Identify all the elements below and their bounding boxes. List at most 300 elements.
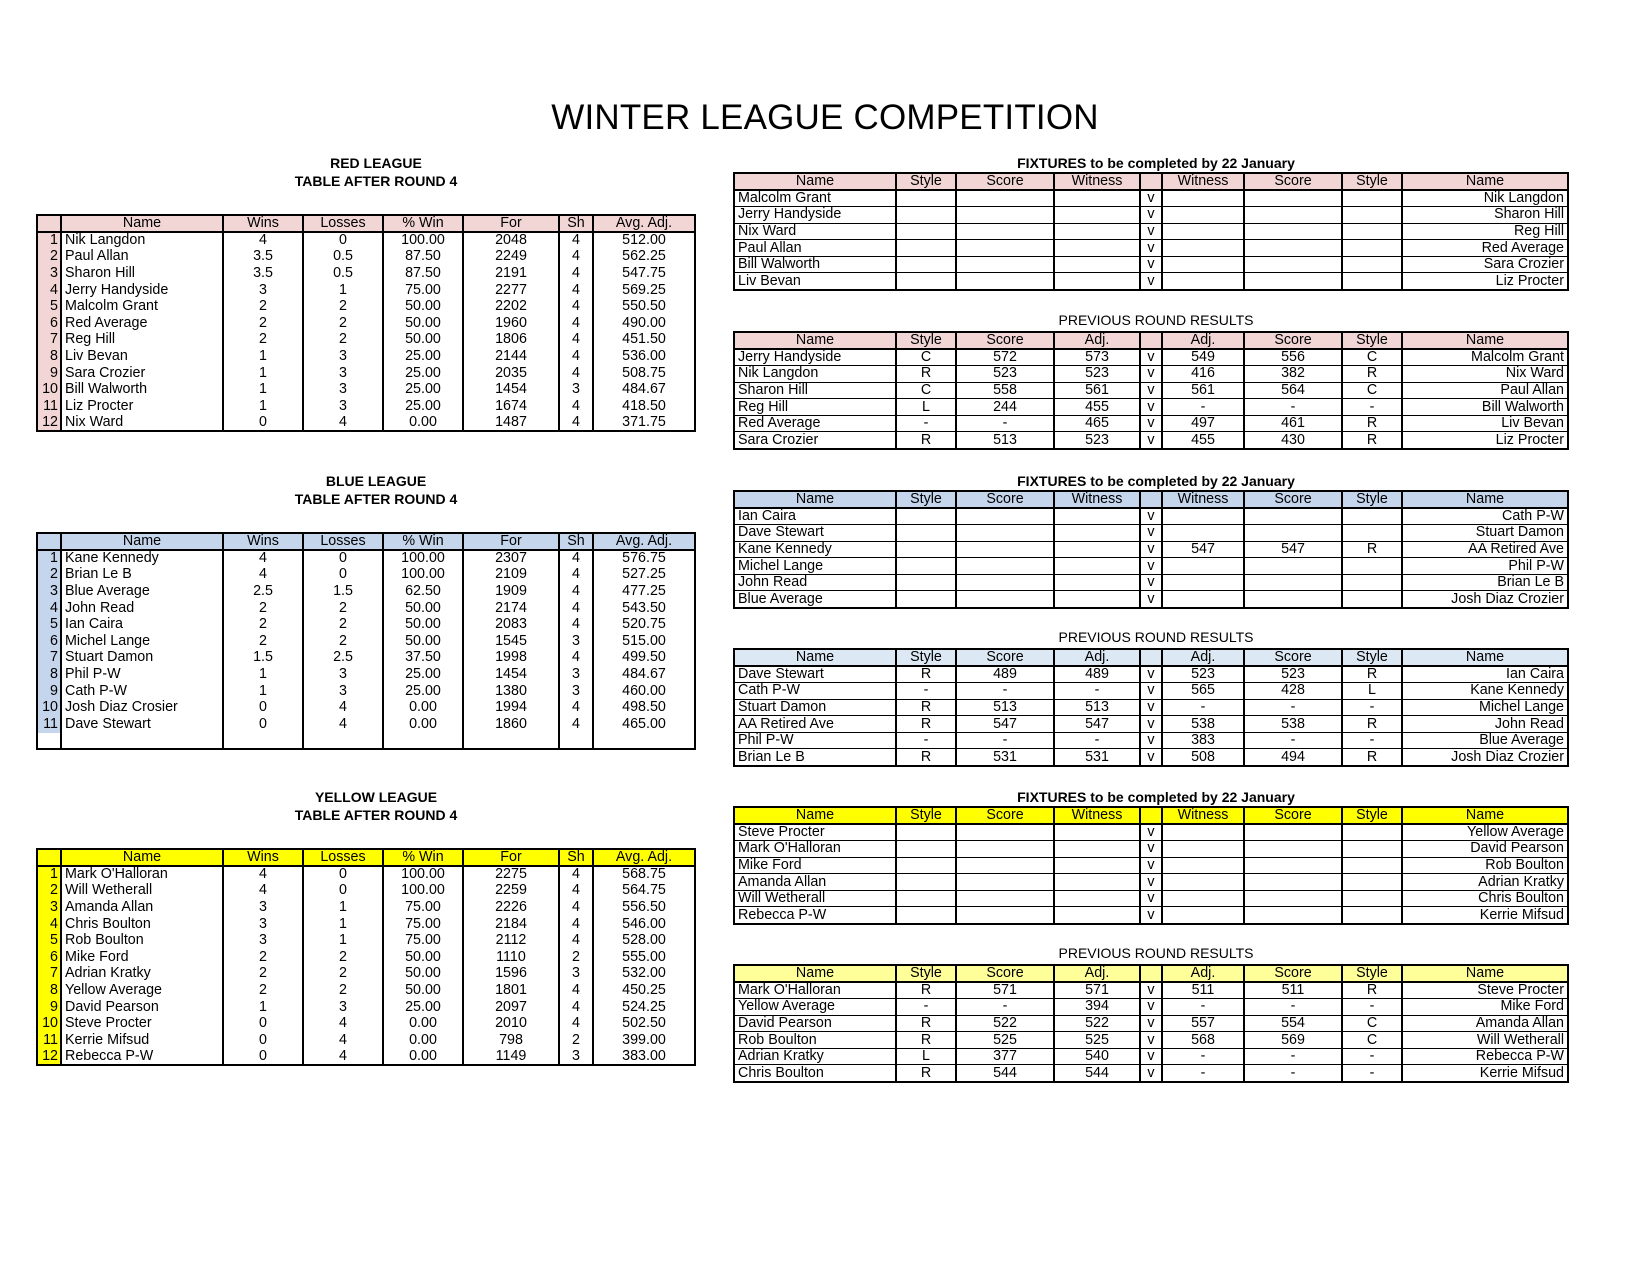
value-cell: 547 — [1162, 541, 1244, 558]
value-cell: 511 — [1244, 982, 1342, 999]
stat-cell: 1 — [303, 932, 383, 949]
player-name-cell: Reg Hill — [734, 399, 896, 416]
header-cell: Losses — [303, 849, 383, 866]
value-cell: 513 — [1054, 699, 1140, 716]
header-cell: Score — [956, 332, 1054, 349]
stat-cell: 520.75 — [593, 616, 695, 633]
value-cell — [1342, 256, 1402, 273]
stat-cell: 1454 — [463, 381, 559, 398]
value-cell — [1244, 558, 1342, 575]
header-cell: For — [463, 849, 559, 866]
stat-cell: 4 — [559, 1015, 593, 1032]
value-cell — [1054, 525, 1140, 542]
versus-cell: v — [1140, 525, 1162, 542]
value-cell — [896, 890, 956, 907]
value-cell — [896, 907, 956, 924]
value-cell: L — [896, 1048, 956, 1065]
versus-cell: v — [1140, 683, 1162, 700]
value-cell — [896, 558, 956, 575]
name-cell: Rob Boulton — [61, 932, 223, 949]
player-name-cell: Phil P-W — [734, 732, 896, 749]
stat-cell: 576.75 — [593, 550, 695, 567]
value-cell — [1342, 525, 1402, 542]
player-name-cell: Brian Le B — [734, 749, 896, 766]
stat-cell — [559, 733, 593, 750]
table-row — [37, 932, 695, 949]
stat-cell: 37.50 — [383, 650, 463, 667]
value-cell: 557 — [1162, 1015, 1244, 1032]
stat-cell: 2.5 — [303, 650, 383, 667]
value-cell: - — [1342, 399, 1402, 416]
value-cell: - — [1342, 732, 1402, 749]
table-row — [37, 683, 695, 700]
value-cell: 382 — [1244, 366, 1342, 383]
table-row — [734, 415, 1568, 432]
stat-cell: 451.50 — [593, 332, 695, 349]
value-cell: 569 — [1244, 1032, 1342, 1049]
table-row — [37, 365, 695, 382]
value-cell: L — [1342, 683, 1402, 700]
stat-cell: 0 — [303, 883, 383, 900]
stat-cell: 2174 — [463, 600, 559, 617]
value-cell — [1054, 207, 1140, 224]
table-row — [734, 1032, 1568, 1049]
stat-cell: 50.00 — [383, 600, 463, 617]
stat-cell: 4 — [559, 567, 593, 584]
table-row — [37, 583, 695, 600]
table-row — [734, 366, 1568, 383]
stat-cell: 4 — [559, 348, 593, 365]
stat-cell: 1 — [223, 999, 303, 1016]
rank-cell: 10 — [37, 699, 61, 716]
header-cell: Score — [1244, 649, 1342, 666]
value-cell: 525 — [1054, 1032, 1140, 1049]
stat-cell: 4 — [559, 982, 593, 999]
header-cell: Witness — [1162, 173, 1244, 190]
name-cell: Paul Allan — [61, 249, 223, 266]
rank-cell — [37, 733, 61, 750]
stat-cell: 2 — [559, 949, 593, 966]
stat-cell: 50.00 — [383, 616, 463, 633]
value-cell: 523 — [1054, 432, 1140, 449]
player-name-cell: Adrian Kratky — [1402, 874, 1568, 891]
value-cell — [1342, 874, 1402, 891]
stat-cell: 4 — [559, 232, 593, 249]
red-results-heading: PREVIOUS ROUND RESULTS — [1058, 312, 1254, 328]
stat-cell: 4 — [559, 365, 593, 382]
name-cell: Brian Le B — [61, 567, 223, 584]
stat-cell: 75.00 — [383, 899, 463, 916]
versus-cell: v — [1140, 749, 1162, 766]
player-name-cell: Will Wetherall — [1402, 1032, 1568, 1049]
table-row — [734, 190, 1568, 207]
name-cell: Josh Diaz Crosier — [61, 699, 223, 716]
value-cell: 573 — [1054, 349, 1140, 366]
name-cell: Nik Langdon — [61, 232, 223, 249]
stat-cell: 3 — [223, 916, 303, 933]
value-cell — [1342, 857, 1402, 874]
table-row — [37, 550, 695, 567]
value-cell: C — [1342, 349, 1402, 366]
stat-cell: 3 — [303, 999, 383, 1016]
value-cell: 497 — [1162, 415, 1244, 432]
table-header-row — [734, 332, 1568, 349]
value-cell: - — [1244, 699, 1342, 716]
stat-cell: 2 — [223, 982, 303, 999]
header-cell: Adj. — [1162, 965, 1244, 982]
league-title: YELLOW LEAGUE — [314, 789, 438, 805]
stat-cell: 0 — [303, 866, 383, 883]
value-cell: R — [1342, 716, 1402, 733]
yellow-standings-table — [36, 848, 696, 1066]
player-name-cell: Ian Caira — [734, 508, 896, 525]
value-cell — [956, 890, 1054, 907]
value-cell — [1162, 525, 1244, 542]
value-cell: 394 — [1054, 999, 1140, 1016]
value-cell: 531 — [1054, 749, 1140, 766]
red-results-table — [733, 331, 1569, 450]
value-cell — [1342, 190, 1402, 207]
value-cell: - — [956, 415, 1054, 432]
name-cell: Will Wetherall — [61, 883, 223, 900]
value-cell — [1054, 907, 1140, 924]
stat-cell: 3 — [559, 381, 593, 398]
value-cell — [1054, 890, 1140, 907]
stat-cell: 528.00 — [593, 932, 695, 949]
player-name-cell: Adrian Kratky — [734, 1048, 896, 1065]
value-cell: - — [1054, 732, 1140, 749]
stat-cell: 1149 — [463, 1049, 559, 1066]
stat-cell: 4 — [559, 899, 593, 916]
value-cell — [896, 824, 956, 841]
table-row — [37, 348, 695, 365]
stat-cell: 1801 — [463, 982, 559, 999]
player-name-cell: Liz Procter — [1402, 432, 1568, 449]
value-cell: 561 — [1054, 382, 1140, 399]
stat-cell: 2 — [303, 966, 383, 983]
value-cell — [1342, 273, 1402, 290]
blue-results-table — [733, 648, 1569, 767]
table-row — [734, 874, 1568, 891]
rank-cell: 9 — [37, 365, 61, 382]
table-row — [734, 382, 1568, 399]
header-cell — [37, 215, 61, 232]
stat-cell: 4 — [559, 249, 593, 266]
table-row — [37, 616, 695, 633]
versus-cell: v — [1140, 1032, 1162, 1049]
table-row — [37, 315, 695, 332]
stat-cell: 2277 — [463, 282, 559, 299]
value-cell: - — [956, 732, 1054, 749]
stat-cell: 2048 — [463, 232, 559, 249]
value-cell: 544 — [1054, 1065, 1140, 1082]
stat-cell: 100.00 — [383, 866, 463, 883]
header-cell: Name — [61, 215, 223, 232]
header-cell: Adj. — [1054, 332, 1140, 349]
table-row — [37, 633, 695, 650]
stat-cell: 4 — [223, 550, 303, 567]
stat-cell: 0 — [223, 716, 303, 733]
value-cell: 565 — [1162, 683, 1244, 700]
stat-cell: 512.00 — [593, 232, 695, 249]
value-cell: 455 — [1054, 399, 1140, 416]
value-cell — [1342, 207, 1402, 224]
value-cell: - — [1162, 399, 1244, 416]
value-cell: - — [896, 415, 956, 432]
table-row — [734, 591, 1568, 608]
player-name-cell: Cath P-W — [1402, 508, 1568, 525]
stat-cell: 2 — [223, 966, 303, 983]
value-cell — [896, 857, 956, 874]
value-cell: - — [1162, 1048, 1244, 1065]
stat-cell: 2184 — [463, 916, 559, 933]
value-cell — [956, 841, 1054, 858]
table-row — [37, 1032, 695, 1049]
versus-cell: v — [1140, 207, 1162, 224]
value-cell — [1244, 190, 1342, 207]
value-cell: 377 — [956, 1048, 1054, 1065]
rank-cell: 5 — [37, 298, 61, 315]
stat-cell: 2 — [223, 949, 303, 966]
stat-cell — [303, 733, 383, 750]
versus-cell: v — [1140, 666, 1162, 683]
stat-cell: 0 — [303, 567, 383, 584]
header-cell — [1140, 965, 1162, 982]
stat-cell: 371.75 — [593, 415, 695, 432]
value-cell: 568 — [1162, 1032, 1244, 1049]
stat-cell: 25.00 — [383, 365, 463, 382]
rank-cell: 6 — [37, 315, 61, 332]
player-name-cell: David Pearson — [1402, 841, 1568, 858]
player-name-cell: Stuart Damon — [734, 699, 896, 716]
rank-cell: 12 — [37, 415, 61, 432]
header-cell: Style — [1342, 332, 1402, 349]
value-cell — [956, 824, 1054, 841]
player-name-cell: Nik Langdon — [734, 366, 896, 383]
table-header-row — [37, 215, 695, 232]
stat-cell: 2 — [223, 332, 303, 349]
stat-cell: 4 — [559, 415, 593, 432]
blue-results-heading: PREVIOUS ROUND RESULTS — [1058, 629, 1254, 645]
header-cell: Style — [896, 807, 956, 824]
value-cell: R — [1342, 432, 1402, 449]
stat-cell: 4 — [303, 1049, 383, 1066]
versus-cell: v — [1140, 1015, 1162, 1032]
value-cell: 556 — [1244, 349, 1342, 366]
yellow-results-heading: PREVIOUS ROUND RESULTS — [1058, 945, 1254, 961]
rank-cell: 8 — [37, 666, 61, 683]
value-cell: - — [1342, 1065, 1402, 1082]
header-cell: Name — [1402, 965, 1568, 982]
value-cell: C — [896, 349, 956, 366]
value-cell — [1162, 558, 1244, 575]
value-cell — [956, 273, 1054, 290]
value-cell — [896, 190, 956, 207]
versus-cell: v — [1140, 273, 1162, 290]
player-name-cell: Kerrie Mifsud — [1402, 907, 1568, 924]
table-row — [37, 716, 695, 733]
value-cell — [1162, 591, 1244, 608]
player-name-cell: Malcolm Grant — [734, 190, 896, 207]
name-cell: Yellow Average — [61, 982, 223, 999]
value-cell — [956, 558, 1054, 575]
player-name-cell: Kane Kennedy — [1402, 683, 1568, 700]
stat-cell: 4 — [559, 600, 593, 617]
player-name-cell: Kane Kennedy — [734, 541, 896, 558]
player-name-cell: Jerry Handyside — [734, 207, 896, 224]
rank-cell: 6 — [37, 633, 61, 650]
player-name-cell: Chris Boulton — [734, 1065, 896, 1082]
red-standings-table — [36, 214, 696, 432]
value-cell — [1162, 256, 1244, 273]
value-cell — [1244, 273, 1342, 290]
rank-cell: 11 — [37, 1032, 61, 1049]
table-header-row — [734, 807, 1568, 824]
stat-cell: 460.00 — [593, 683, 695, 700]
league-subtitle: TABLE AFTER ROUND 4 — [294, 173, 458, 189]
versus-cell: v — [1140, 874, 1162, 891]
player-name-cell: Jerry Handyside — [734, 349, 896, 366]
stat-cell: 568.75 — [593, 866, 695, 883]
player-name-cell: Liv Bevan — [1402, 415, 1568, 432]
stat-cell: 2083 — [463, 616, 559, 633]
header-cell: Name — [734, 491, 896, 508]
header-cell: Adj. — [1162, 332, 1244, 349]
yellow-fixtures-heading: FIXTURES to be completed by 22 January — [1017, 789, 1295, 805]
rank-cell: 4 — [37, 916, 61, 933]
stat-cell: 0.00 — [383, 415, 463, 432]
player-name-cell: Blue Average — [734, 591, 896, 608]
versus-cell: v — [1140, 890, 1162, 907]
header-cell: Name — [1402, 173, 1568, 190]
stat-cell: 1998 — [463, 650, 559, 667]
name-cell: Reg Hill — [61, 332, 223, 349]
name-cell: Bill Walworth — [61, 381, 223, 398]
stat-cell: 4 — [303, 1015, 383, 1032]
stat-cell: 2191 — [463, 265, 559, 282]
player-name-cell: Sara Crozier — [1402, 256, 1568, 273]
stat-cell: 3 — [303, 666, 383, 683]
value-cell — [896, 525, 956, 542]
name-cell: Steve Procter — [61, 1015, 223, 1032]
value-cell: 561 — [1162, 382, 1244, 399]
value-cell: - — [1244, 732, 1342, 749]
stat-cell: 1 — [303, 282, 383, 299]
stat-cell: 4 — [559, 883, 593, 900]
value-cell: - — [956, 683, 1054, 700]
table-row — [734, 1065, 1568, 1082]
value-cell — [956, 190, 1054, 207]
header-cell: Sh — [559, 215, 593, 232]
value-cell: 522 — [956, 1015, 1054, 1032]
table-row — [37, 866, 695, 883]
value-cell — [1342, 824, 1402, 841]
player-name-cell: Michel Lange — [734, 558, 896, 575]
stat-cell: 87.50 — [383, 265, 463, 282]
value-cell: - — [1244, 999, 1342, 1016]
stat-cell: 550.50 — [593, 298, 695, 315]
table-row — [734, 824, 1568, 841]
header-cell: Name — [1402, 332, 1568, 349]
stat-cell: 2 — [303, 315, 383, 332]
table-row — [37, 966, 695, 983]
value-cell: R — [896, 1032, 956, 1049]
stat-cell: 3 — [303, 381, 383, 398]
stat-cell: 562.25 — [593, 249, 695, 266]
name-cell: Adrian Kratky — [61, 966, 223, 983]
value-cell: 538 — [1244, 716, 1342, 733]
table-row — [734, 683, 1568, 700]
value-cell: 383 — [1162, 732, 1244, 749]
table-row — [37, 298, 695, 315]
page-title: WINTER LEAGUE COMPETITION — [551, 98, 1099, 137]
rank-cell: 10 — [37, 381, 61, 398]
header-cell — [1140, 332, 1162, 349]
stat-cell: 4 — [559, 932, 593, 949]
header-cell: Style — [1342, 491, 1402, 508]
header-cell: Witness — [1054, 173, 1140, 190]
value-cell — [1162, 857, 1244, 874]
stat-cell: 490.00 — [593, 315, 695, 332]
stat-cell — [593, 733, 695, 750]
stat-cell: 4 — [559, 550, 593, 567]
stat-cell: 50.00 — [383, 966, 463, 983]
stat-cell: 50.00 — [383, 982, 463, 999]
header-cell: Witness — [1162, 807, 1244, 824]
value-cell: - — [1162, 1065, 1244, 1082]
stat-cell: 25.00 — [383, 999, 463, 1016]
versus-cell: v — [1140, 240, 1162, 257]
table-row — [734, 432, 1568, 449]
stat-cell: 4 — [559, 298, 593, 315]
stat-cell: 0 — [303, 232, 383, 249]
value-cell — [1342, 591, 1402, 608]
table-row — [734, 982, 1568, 999]
table-row — [734, 525, 1568, 542]
table-row — [37, 415, 695, 432]
stat-cell: 100.00 — [383, 550, 463, 567]
stat-cell: 4 — [223, 567, 303, 584]
versus-cell: v — [1140, 508, 1162, 525]
versus-cell: v — [1140, 591, 1162, 608]
value-cell — [1054, 240, 1140, 257]
value-cell: 465 — [1054, 415, 1140, 432]
value-cell — [1054, 256, 1140, 273]
value-cell — [956, 240, 1054, 257]
value-cell — [896, 874, 956, 891]
header-cell: Name — [1402, 807, 1568, 824]
rank-cell: 6 — [37, 949, 61, 966]
blue-fixtures-table — [733, 490, 1569, 609]
header-cell: Score — [956, 965, 1054, 982]
value-cell — [896, 508, 956, 525]
red-league-heading — [36, 154, 716, 190]
header-cell: For — [463, 215, 559, 232]
stat-cell: 3.5 — [223, 265, 303, 282]
stat-cell: 50.00 — [383, 332, 463, 349]
player-name-cell: Red Average — [734, 415, 896, 432]
header-cell: Name — [734, 807, 896, 824]
value-cell: - — [896, 732, 956, 749]
header-cell: Score — [1244, 807, 1342, 824]
name-cell: Dave Stewart — [61, 716, 223, 733]
player-name-cell: John Read — [1402, 716, 1568, 733]
value-cell — [1244, 857, 1342, 874]
name-cell: Michel Lange — [61, 633, 223, 650]
value-cell — [896, 841, 956, 858]
stat-cell: 100.00 — [383, 232, 463, 249]
stat-cell: 2 — [303, 982, 383, 999]
